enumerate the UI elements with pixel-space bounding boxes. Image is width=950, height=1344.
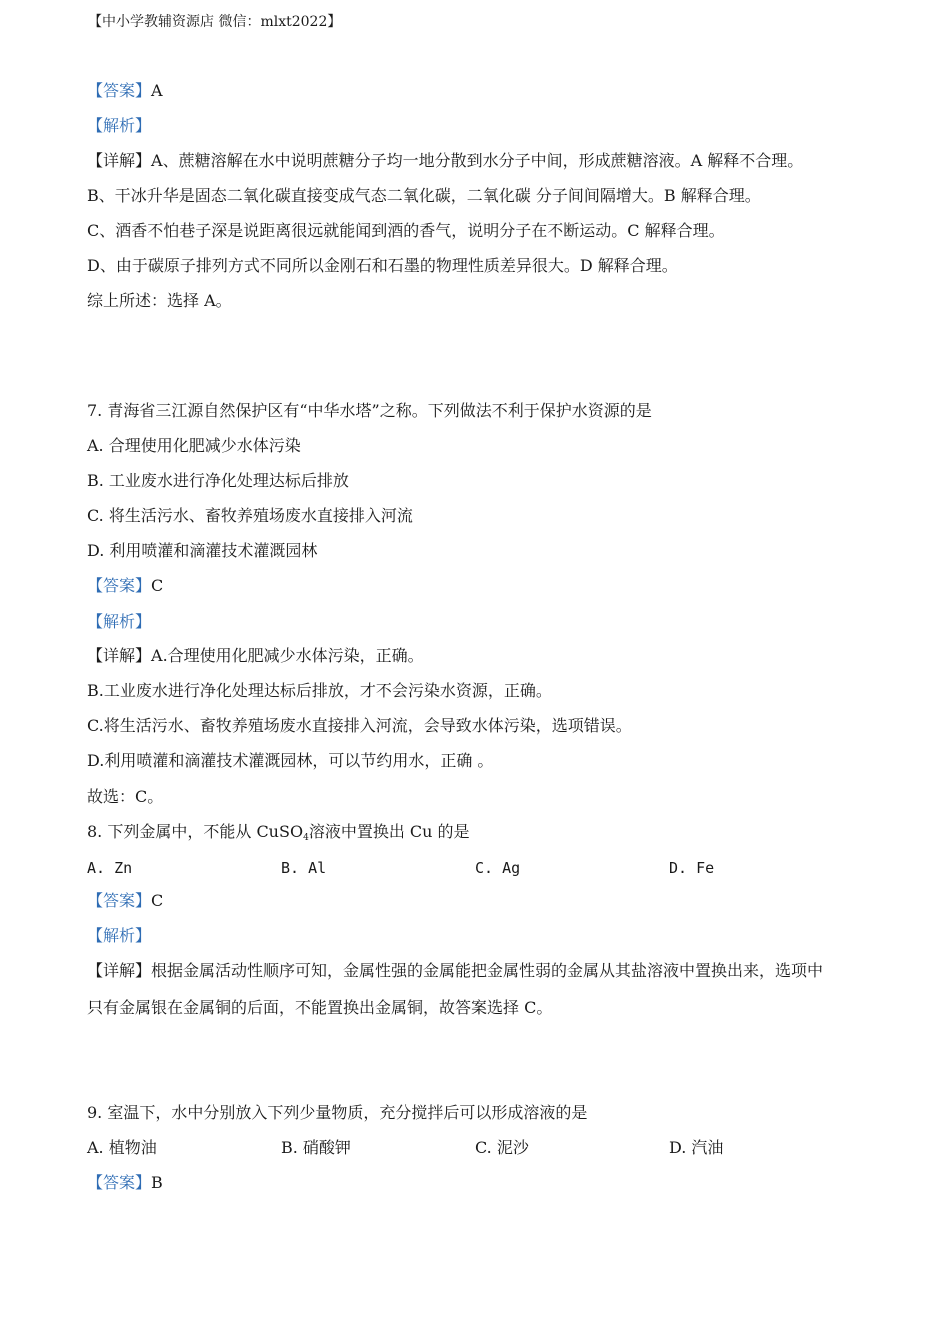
q8-detail-text: 根据金属活动性顺序可知，金属性强的金属能把金属性弱的金属从其盐溶液中置换出来，选项中 (151, 961, 824, 980)
q8-stem-start: 8. 下列金属中，不能从 CuSO (87, 822, 304, 841)
answer-label: 【答案】 (87, 891, 152, 910)
q9-option-a: A. 植物油 (87, 1138, 157, 1157)
q8-options (87, 858, 867, 878)
q6-detail-c: C、酒香不怕巷子深是说距离很远就能闻到酒的香气，说明分子在不断运动。C 解释合理。 (87, 221, 725, 240)
detail-label: 【详解】 (87, 646, 152, 665)
detail-label: 【详解】 (87, 961, 152, 980)
q6-analysis-line (87, 116, 151, 136)
q6-detail-line (87, 151, 803, 171)
q6-detail-b: B、干冰升华是固态二氧化碳直接变成气态二氧化碳，二氧化碳 分子间间隔增大。B 解释合理。 (87, 186, 761, 205)
q8-stem-end: 溶液中置换出 Cu 的是 (308, 822, 470, 841)
q8-option-a: A. Zn (87, 859, 133, 877)
q7-detail-line (87, 646, 424, 666)
q6-answer: A (151, 81, 163, 100)
q8-option-b: B. Al (281, 859, 327, 877)
q9-option-c: C. 泥沙 (475, 1138, 529, 1157)
q6-detail-d: D、由于碳原子排列方式不同所以金刚石和石墨的物理性质差异很大。D 解释合理。 (87, 256, 678, 275)
q8-analysis-line (87, 926, 151, 946)
q7-stem: 7. 青海省三江源自然保护区有“中华水塔”之称。下列做法不利于保护水资源的是 (87, 401, 652, 420)
q9-answer-line (87, 1173, 163, 1193)
detail-label: 【详解】 (87, 151, 152, 170)
analysis-label: 【解析】 (87, 116, 152, 135)
q7-option-d: D. 利用喷灌和滴灌技术灌溉园林 (87, 541, 318, 560)
q8-option-c: C. Ag (475, 859, 521, 877)
q7-option-c: C. 将生活污水、畜牧养殖场废水直接排入河流 (87, 506, 413, 525)
q6-summary: 综上所述：选择 A。 (87, 291, 232, 310)
q9-answer: B (151, 1173, 163, 1192)
q9-option-b: B. 硝酸钾 (281, 1138, 351, 1157)
q6-detail-a: A、蔗糖溶解在水中说明蔗糖分子均一地分散到水分子中间，形成蔗糖溶液。A 解释不合理。 (151, 151, 804, 170)
q9-options (87, 1138, 867, 1158)
q7-detail-b: B.工业废水进行净化处理达标后排放，才不会污染水资源，正确。 (87, 681, 552, 700)
q7-answer: C (151, 576, 164, 595)
q7-answer-line (87, 576, 163, 596)
q8-detail-line (87, 961, 823, 981)
q8-answer-line (87, 891, 163, 911)
answer-label: 【答案】 (87, 81, 152, 100)
q9-stem: 9. 室温下，水中分别放入下列少量物质，充分搅拌后可以形成溶液的是 (87, 1103, 588, 1122)
q7-detail-c: C.将生活污水、畜牧养殖场废水直接排入河流，会导致水体污染，选项错误。 (87, 716, 632, 735)
q9-option-d: D. 汽油 (669, 1138, 724, 1157)
page-header: 【中小学教辅资源店 微信：mlxt2022】 (88, 14, 342, 30)
q8-option-d: D. Fe (669, 859, 715, 877)
q7-summary: 故选：C。 (87, 787, 164, 806)
answer-label: 【答案】 (87, 576, 152, 595)
q7-option-b: B. 工业废水进行净化处理达标后排放 (87, 471, 349, 490)
q8-stem (87, 822, 470, 842)
analysis-label: 【解析】 (87, 612, 152, 631)
q6-answer-line (87, 81, 163, 101)
q8-stem-subscript: 4 (303, 833, 309, 843)
analysis-label: 【解析】 (87, 926, 152, 945)
q7-analysis-line (87, 612, 151, 632)
q8-detail-continued: 只有金属银在金属铜的后面，不能置换出金属铜，故答案选择 C。 (87, 998, 553, 1017)
q7-detail-a: A.合理使用化肥减少水体污染，正确。 (151, 646, 424, 665)
q7-detail-d: D.利用喷灌和滴灌技术灌溉园林，可以节约用水，正确 。 (87, 751, 494, 770)
q8-answer: C (151, 891, 164, 910)
q7-option-a: A. 合理使用化肥减少水体污染 (87, 436, 301, 455)
answer-label: 【答案】 (87, 1173, 152, 1192)
